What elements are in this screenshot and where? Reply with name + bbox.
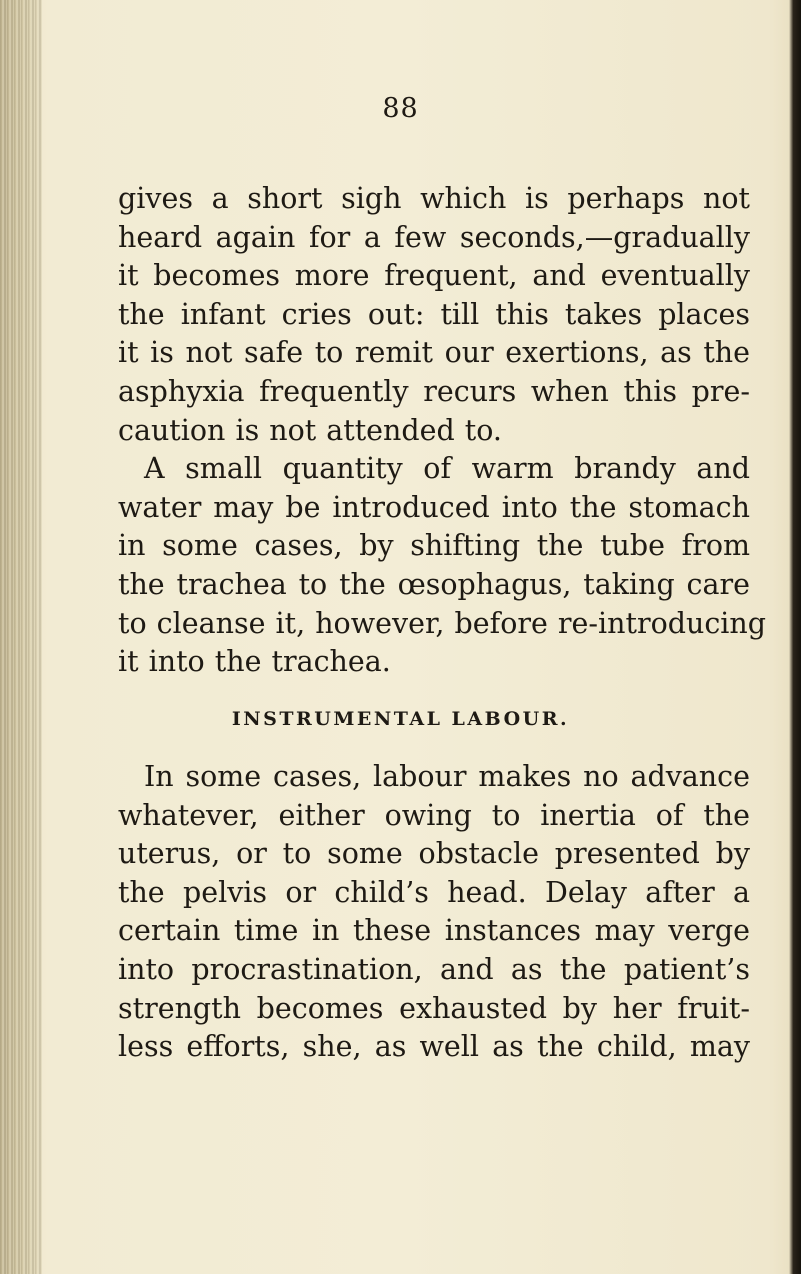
text-line: less efforts, she, as well as the child, may bbox=[118, 1030, 750, 1064]
body-text-top bbox=[118, 180, 767, 682]
text-line: it into the trachea. bbox=[118, 645, 391, 679]
text-line: water may be introduced into the stomach bbox=[118, 490, 750, 524]
text-line: asphyxia frequently recurs when this pre- bbox=[118, 374, 750, 408]
page-number: 88 bbox=[382, 93, 419, 124]
text-line: gives a short sigh which is perhaps not bbox=[118, 182, 750, 215]
text-line: it becomes more frequent, and eventually bbox=[118, 259, 750, 293]
text-line: in some cases, by shifting the tube from bbox=[118, 529, 750, 563]
text-line: the trachea to the œsophagus, taking care bbox=[118, 567, 750, 601]
text-line: certain time in these instances may verge bbox=[118, 914, 750, 948]
page-edge-shadow bbox=[789, 0, 801, 1274]
text-line: to cleanse it, however, before re-introducing bbox=[118, 606, 767, 640]
page-gutter bbox=[0, 0, 42, 1274]
text-line: the infant cries out: till this takes places bbox=[118, 297, 750, 331]
text-line: heard again for a few seconds,—gradually bbox=[118, 220, 750, 254]
text-line: it is not safe to remit our exertions, as the bbox=[118, 336, 750, 370]
text-line: into procrastination, and as the patient’s bbox=[118, 952, 750, 986]
text-line: the pelvis or child’s head. Delay after a bbox=[118, 875, 750, 909]
text-line: In some cases, labour makes no advance bbox=[144, 760, 750, 793]
body-text-bottom bbox=[118, 758, 750, 1067]
text-line: A small quantity of warm brandy and bbox=[144, 452, 750, 486]
text-line: strength becomes exhausted by her fruit- bbox=[118, 991, 750, 1025]
text-line: whatever, either owing to inertia of the bbox=[118, 798, 750, 832]
text-line: caution is not attended to. bbox=[118, 413, 502, 447]
section-heading: INSTRUMENTAL LABOUR. bbox=[231, 708, 570, 730]
text-line: uterus, or to some obstacle presented by bbox=[118, 837, 750, 871]
